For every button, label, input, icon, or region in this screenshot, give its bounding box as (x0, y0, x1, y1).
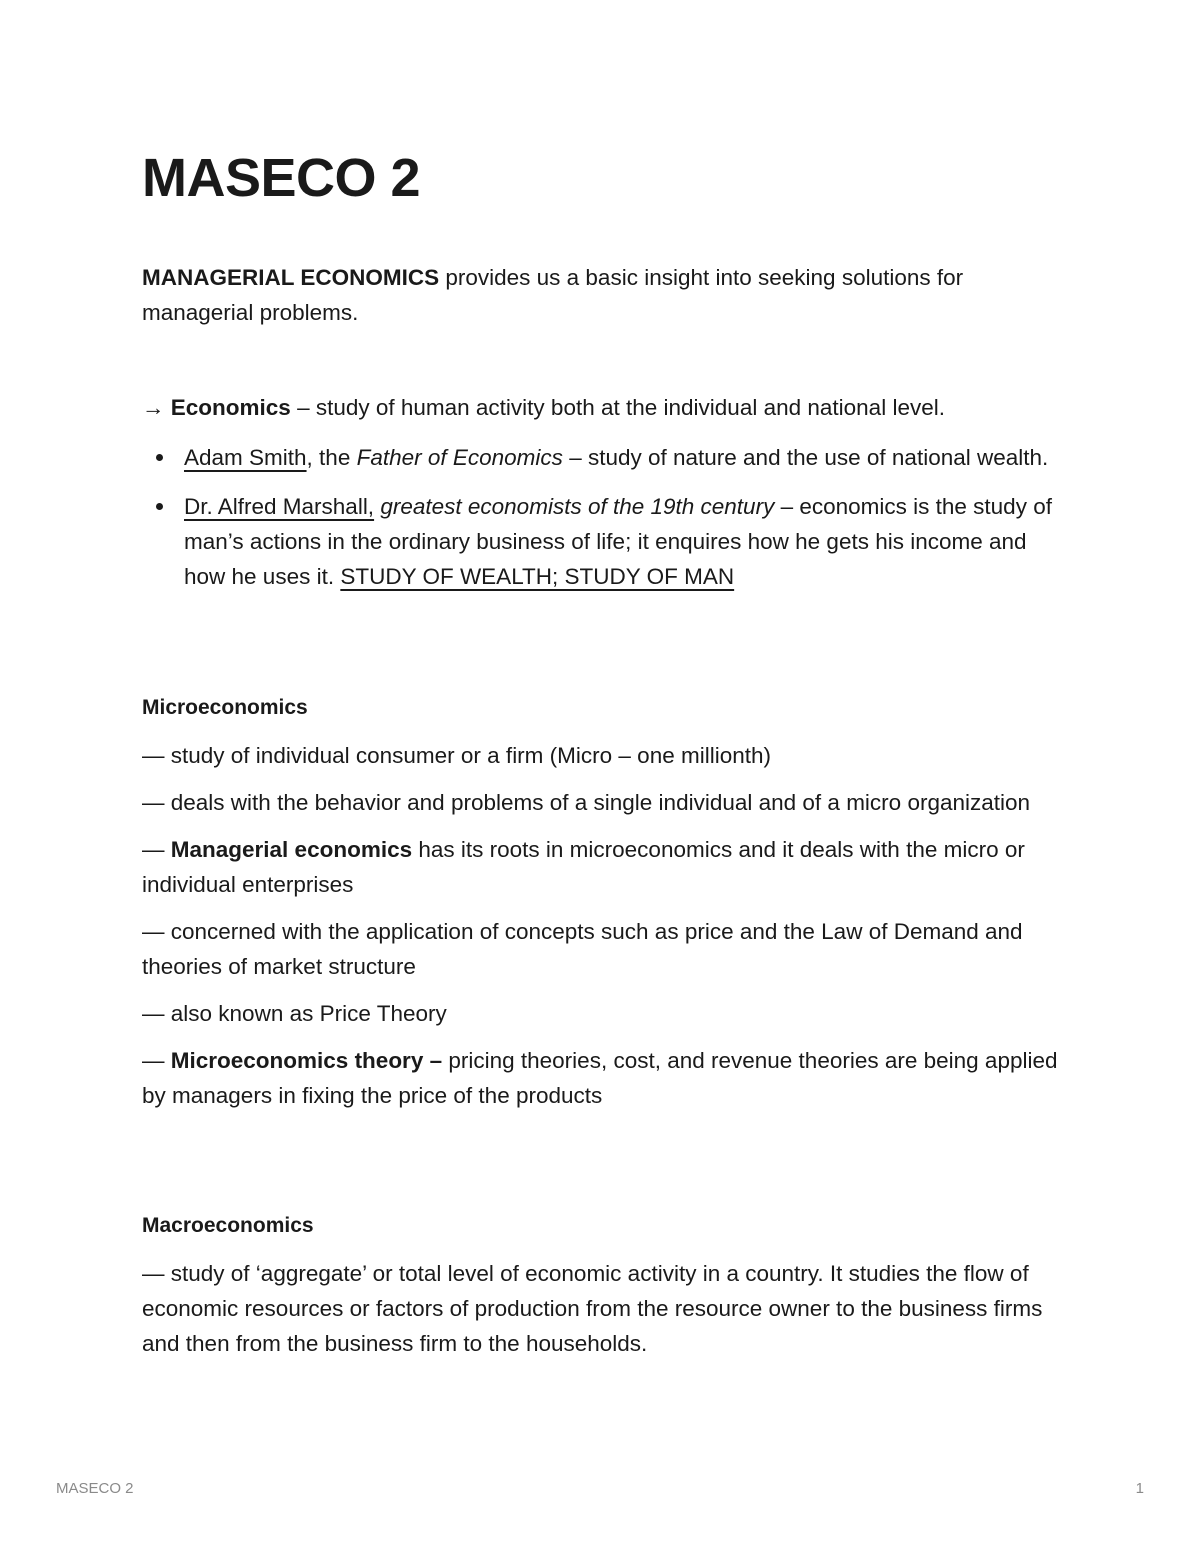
economists-list (142, 440, 1072, 594)
item-bold: Managerial economics (170, 837, 413, 862)
dash: — (142, 919, 171, 944)
adam-smith-title: Father of Economics (356, 445, 563, 470)
macroeconomics-list (142, 1256, 1062, 1361)
list-item (142, 832, 1062, 902)
study-of-wealth-man: STUDY OF WEALTH; STUDY OF MAN (340, 564, 735, 589)
adam-smith-text: – study of nature and the use of national wealth. (562, 445, 1049, 470)
item-text: concerned with the application of concepts such as price and the Law of Demand and theories of market structure (142, 919, 1023, 979)
item-text: study of individual consumer or a firm (Micro – one millionth) (170, 743, 771, 768)
item-text: study of ‘aggregate’ or total level of economic activity in a country. It studies the flow of economic resources or factors of production from the resource owner to the business firms and then from the business firm to the households. (142, 1261, 1043, 1356)
list-item (142, 996, 1062, 1031)
list-item-alfred-marshall (142, 489, 1072, 594)
economics-text: – study of human activity both at the individual and national level. (290, 395, 945, 420)
dash: — (142, 1048, 171, 1073)
economics-term: Economics (170, 395, 291, 420)
item-text: deals with the behavior and problems of a single individual and of a micro organization (170, 790, 1031, 815)
dash: — (142, 1261, 171, 1286)
dash: — (142, 1001, 171, 1026)
alfred-marshall-title: greatest economists of the 19th century (380, 494, 775, 519)
list-item (142, 785, 1062, 820)
list-item-adam-smith (142, 440, 1072, 475)
microeconomics-list (142, 738, 1062, 1113)
intro-bold: MANAGERIAL ECONOMICS (142, 265, 440, 290)
item-bold: Microeconomics theory – (170, 1048, 443, 1073)
list-item (142, 914, 1062, 984)
dash: — (142, 743, 171, 768)
alfred-marshall-text: – economics is the study of man’s actions in the ordinary business of life; it enquires how he gets his income and how he uses it. (184, 494, 1052, 589)
item-text: pricing theories, cost, and revenue theories are being applied by managers in fixing the price of the products (142, 1048, 1058, 1108)
adam-smith-name: Adam Smith (184, 445, 307, 470)
arrow-icon: → (142, 395, 171, 420)
page-title: MASECO 2 (142, 148, 421, 208)
separator: , the (306, 445, 357, 470)
list-item (142, 1043, 1062, 1113)
intro-text: provides us a basic insight into seeking solutions for managerial problems. (142, 265, 964, 325)
item-text: also known as Price Theory (170, 1001, 447, 1026)
economics-definition (142, 390, 1062, 425)
microeconomics-heading: Microeconomics (142, 696, 308, 719)
alfred-marshall-name: Dr. Alfred Marshall, (184, 494, 375, 519)
dash: — (142, 837, 171, 862)
page-number: 1 (1135, 1480, 1144, 1497)
list-item (142, 1256, 1062, 1361)
intro-paragraph (142, 260, 1062, 330)
dash: — (142, 790, 171, 815)
footer-title: MASECO 2 (56, 1480, 134, 1497)
list-item (142, 738, 1062, 773)
item-text: has its roots in microeconomics and it deals with the micro or individual enterprises (142, 837, 1025, 897)
macroeconomics-heading: Macroeconomics (142, 1214, 314, 1237)
